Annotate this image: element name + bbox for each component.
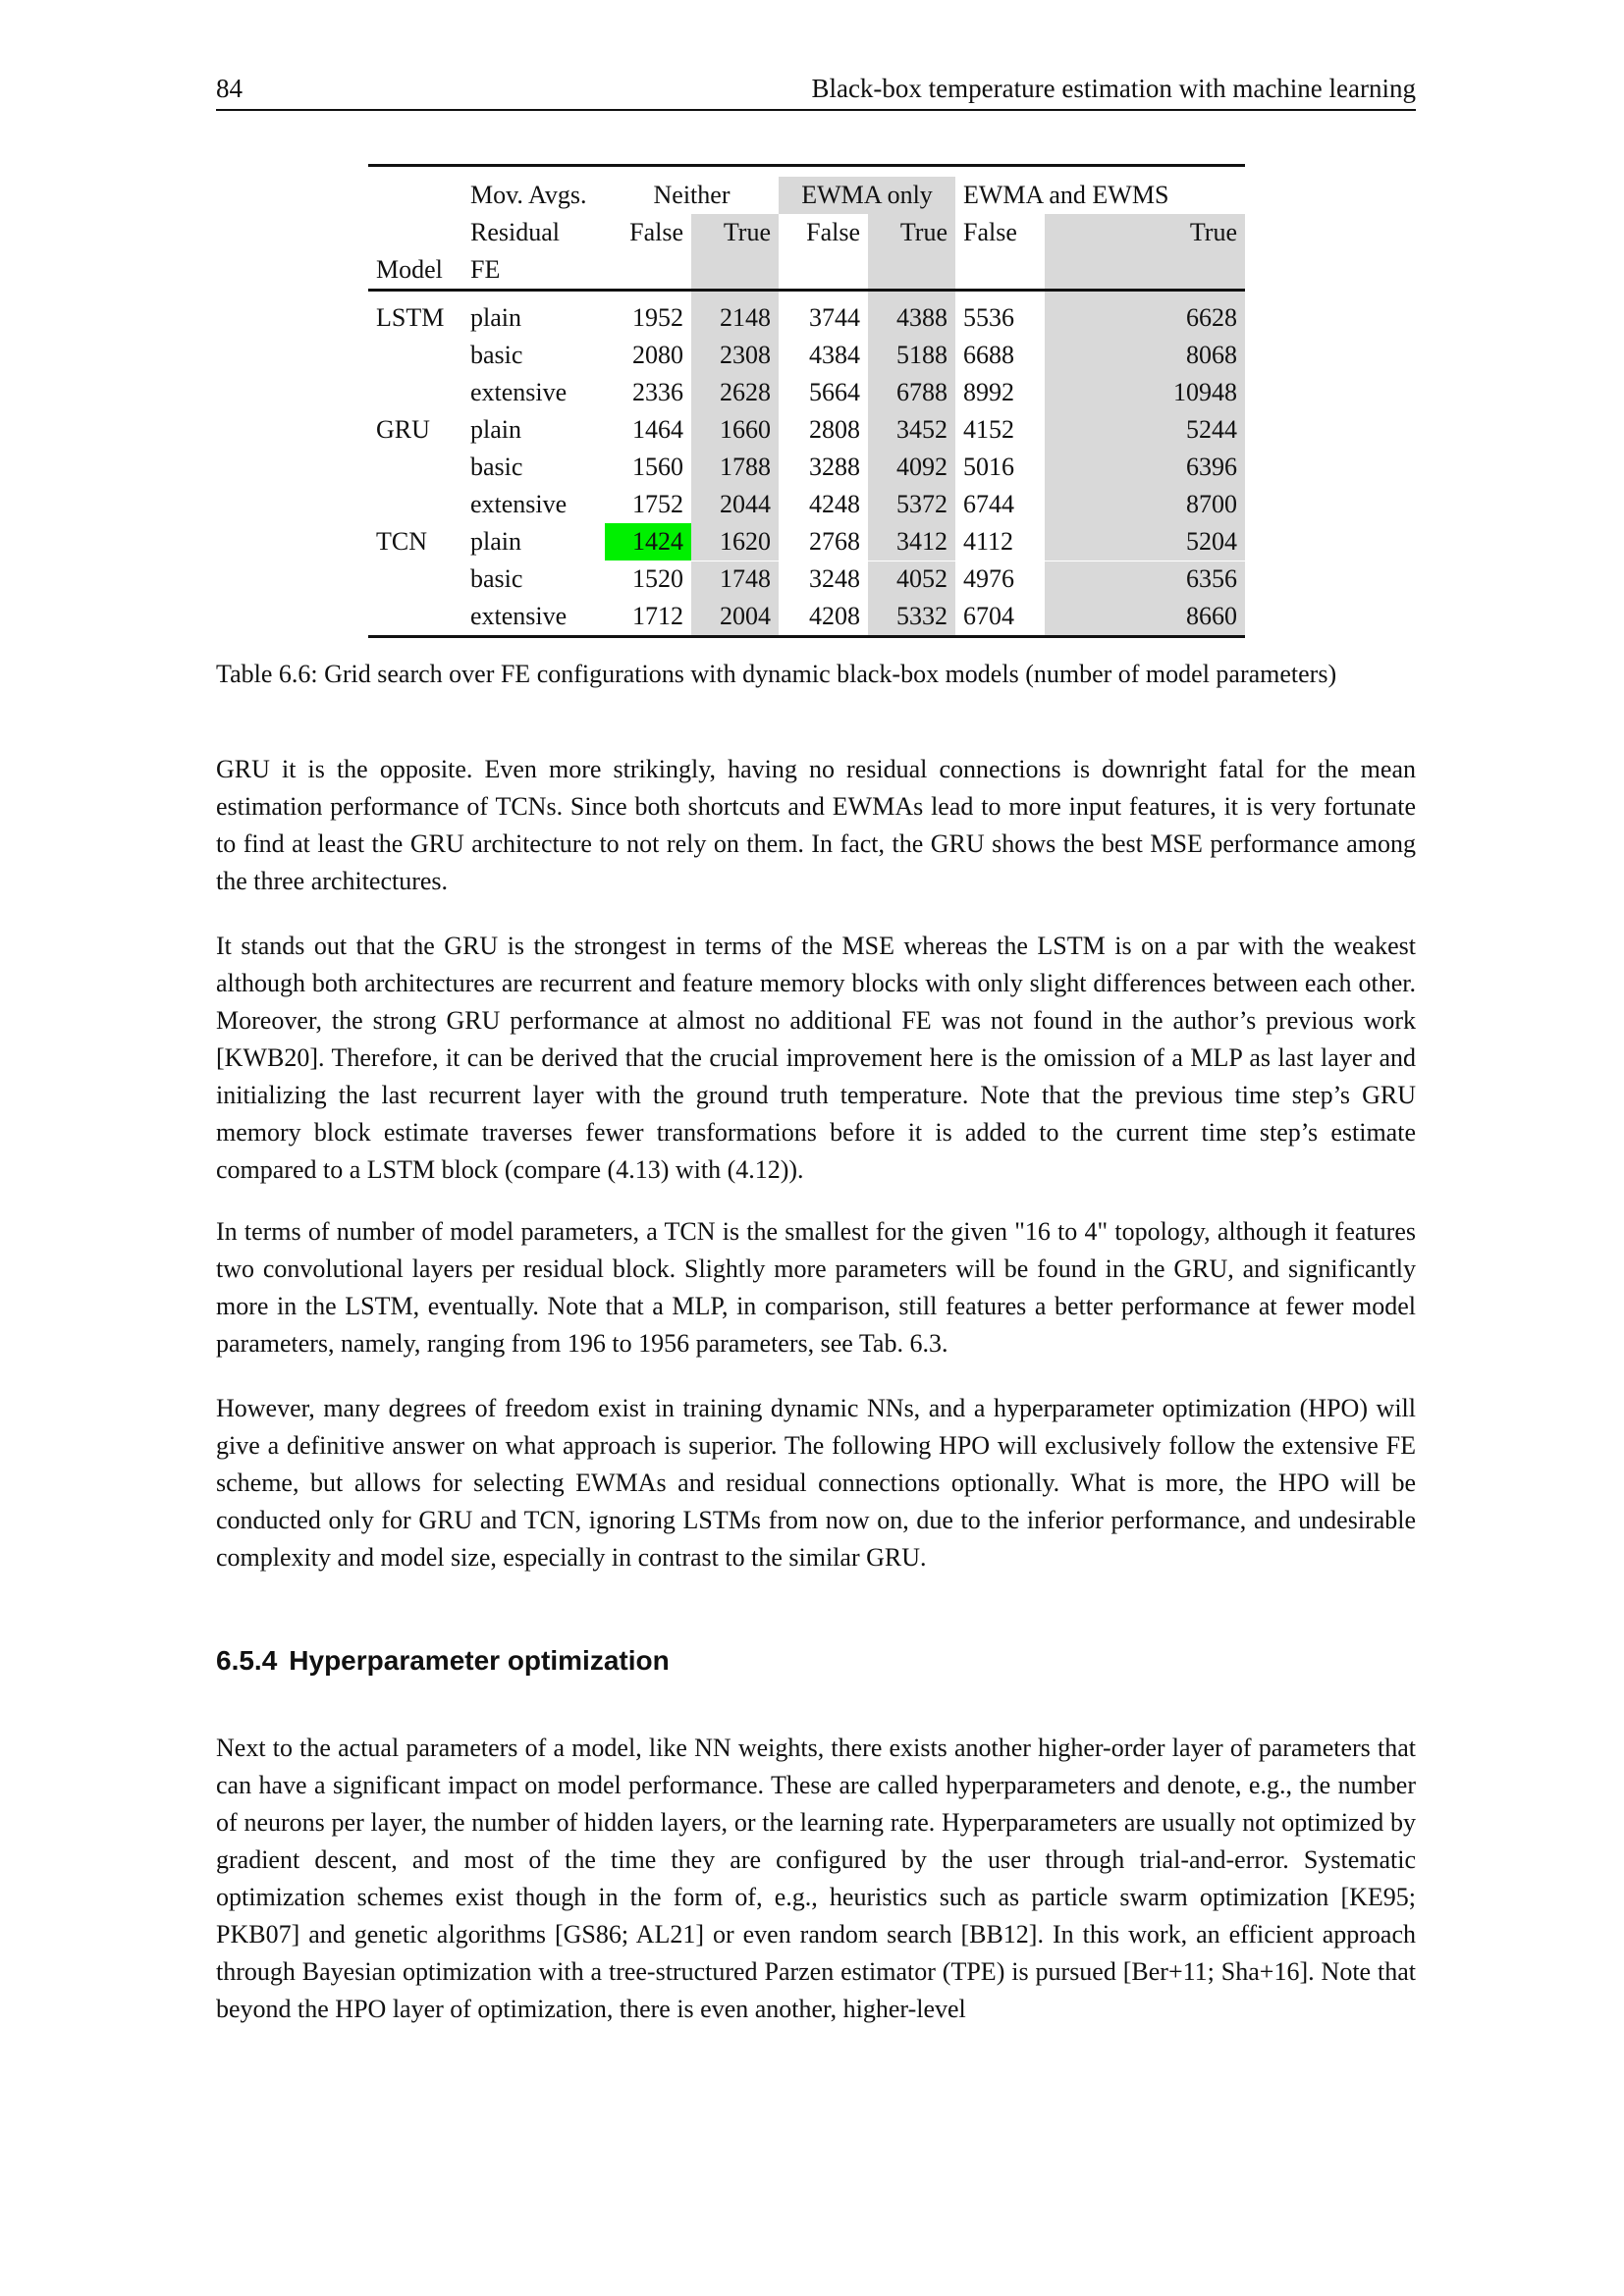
cell-fe: plain [470,527,521,556]
table-row [368,523,1245,561]
cell-value: 2808 [809,415,860,444]
cell-value: 8660 [1045,598,1245,637]
cell-value: 6628 [1045,299,1245,337]
cell-model: TCN [376,527,427,556]
cell-value: 8068 [1045,337,1245,374]
table-bottom-rule [368,637,1245,640]
cell-value: 6744 [963,490,1014,518]
cell-value: 3412 [868,523,955,561]
cell-value: 2768 [809,527,860,556]
page-number: 84 [216,74,243,103]
cell-value: 4384 [809,341,860,369]
cell-fe: extensive [470,378,568,406]
cell-value: 1788 [691,449,779,486]
cell-fe: basic [470,341,523,369]
cell-model: GRU [376,415,430,444]
cell-value: 5188 [868,337,955,374]
cell-value: 4976 [963,564,1014,593]
cell-value: 8992 [963,378,1014,406]
cell-value: 4112 [963,527,1014,556]
cell-value: 5536 [963,303,1014,332]
cell-value: 4092 [868,449,955,486]
cell-value: 1464 [632,415,683,444]
table-caption: Table 6.6: Grid search over FE configurations with dynamic black-box models (number of model parameters) [216,660,1337,688]
cell-value: 2336 [632,378,683,406]
table-row [368,374,1245,411]
cell-value: 1748 [691,561,779,598]
cell-value: 4248 [809,490,860,518]
table-header-row-mov-avgs [368,177,1245,214]
cell-value: 1560 [632,453,683,481]
cell-value: 1424 [605,523,691,561]
cell-value: 5372 [868,486,955,523]
cell-value: 4208 [809,602,860,630]
cell-model: LSTM [376,303,445,332]
cell-model [368,486,462,523]
section-number: 6.5.4 [216,1645,278,1676]
table-row [368,337,1245,374]
cell-value: 2044 [691,486,779,523]
cell-model [368,561,462,598]
cell-value: 1952 [632,303,683,332]
cell-value: 5204 [1045,523,1245,561]
cell-value: 1660 [691,411,779,449]
cell-fe: basic [470,453,523,481]
cell-value: 2080 [632,341,683,369]
cell-value: 2148 [691,299,779,337]
cell-model [368,374,462,411]
cell-value: 6704 [963,602,1014,630]
cell-value: 6688 [963,341,1014,369]
table-mid-rule [368,291,1245,300]
table-row [368,598,1245,637]
cell-value: 3248 [809,564,860,593]
cell-value: 3288 [809,453,860,481]
table-header-row-model [368,251,1245,291]
header-col-ewms-true: True [1045,214,1245,251]
results-table [368,164,1245,639]
chapter-title: Black-box temperature estimation with machine learning [811,74,1416,103]
table-header-row-residual [368,214,1245,251]
cell-value: 3452 [868,411,955,449]
cell-value: 5332 [868,598,955,637]
cell-model [368,449,462,486]
cell-value: 4388 [868,299,955,337]
cell-fe: plain [470,415,521,444]
header-col-ewma-false: False [806,218,860,246]
cell-value: 3744 [809,303,860,332]
cell-value: 4152 [963,415,1014,444]
header-group-ewma-ewms: EWMA and EWMS [963,181,1169,209]
paragraph-2: It stands out that the GRU is the strongest in terms of the MSE whereas the LSTM is on a par with the weakest although both architectures are recurrent and feature memory blocks with only slight differences between each other. Moreover, the strong GRU performance at almost no additional FE was not found in the author’s previous work [KWB20]. Therefore, it can be derived that the crucial improvement here is the omission of a MLP as last layer and initializing the last recurrent layer with the ground truth temperature. Note that the previous time step’s GRU memory block estimate traverses fewer transformations before it is added to the current time step’s estimate compared to a LSTM block (compare (4.13) with (4.12)). [216,932,1416,1184]
cell-fe: extensive [470,602,568,630]
table-row [368,561,1245,598]
header-residual: Residual [470,218,560,246]
header-model: Model [376,255,443,284]
cell-value: 4052 [868,561,955,598]
cell-model [368,598,462,637]
paragraph-1: GRU it is the opposite. Even more strikingly, having no residual connections is downright fatal for the mean estimation performance of TCNs. Since both shortcuts and EWMAs lead to more input features, it is very fortunate to find at least the GRU architecture to not rely on them. In fact, the GRU shows the best MSE performance among the three architectures. [216,755,1416,895]
cell-value: 1620 [691,523,779,561]
cell-value: 5016 [963,453,1014,481]
section-paragraph-1: Next to the actual parameters of a model, like NN weights, there exists another higher-order layer of parameters that can have a significant impact on model performance. These are called hyperparameters and denote, e.g., the number of neurons per layer, the number of hidden layers, or the learning rate. Hyperparameters are usually not optimized by gradient descent, and most of the time they are configured by the user through trial-and-error. Systematic optimization schemes exist though in the form of, e.g., heuristics such as particle swarm optimization [KE95; PKB07] and genetic algorithms [GS86; AL21] or even random search [BB12]. In this work, an efficient approach through Bayesian optimization with a tree-structured Parzen estimator (TPE) is pursued [Ber+11; Sha+16]. Note that beyond the HPO layer of optimization, there is even another, higher-level [216,1734,1416,2023]
paragraph-4: However, many degrees of freedom exist in training dynamic NNs, and a hyperparameter optimization (HPO) will give a definitive answer on what approach is superior. The following HPO will exclusively follow the extensive FE scheme, but allows for selecting EWMAs and residual connections optionally. What is more, the HPO will be conducted only for GRU and TCN, ignoring LSTMs from now on, due to the inferior performance, and undesirable complexity and model size, especially in contrast to the similar GRU. [216,1394,1416,1572]
header-col-ewma-true: True [868,214,955,251]
cell-value: 10948 [1045,374,1245,411]
paragraph-3: In terms of number of model parameters, a TCN is the smallest for the given "16 to 4" topology, although it features two convolutional layers per residual block. Slightly more parameters will be found in the GRU, and significantly more in the LSTM, eventually. Note that a MLP, in comparison, still features a better performance at fewer model parameters, namely, ranging from 196 to 1956 parameters, see Tab. 6.3. [216,1217,1416,1358]
cell-value: 8700 [1045,486,1245,523]
cell-value: 1520 [632,564,683,593]
header-fe: FE [470,255,501,284]
header-col-ewms-false: False [963,218,1017,246]
table-row [368,449,1245,486]
cell-model [368,337,462,374]
cell-value: 2004 [691,598,779,637]
table-row [368,411,1245,449]
cell-fe: plain [470,303,521,332]
cell-value: 6356 [1045,561,1245,598]
section-heading [216,1641,670,1681]
header-col-neither-false: False [629,218,683,246]
cell-value: 6396 [1045,449,1245,486]
cell-value: 1752 [632,490,683,518]
cell-value: 6788 [868,374,955,411]
cell-value: 5244 [1045,411,1245,449]
cell-fe: extensive [470,490,568,518]
header-mov-avgs: Mov. Avgs. [470,181,587,209]
cell-fe: basic [470,564,523,593]
header-group-neither: Neither [653,181,731,209]
running-header [216,69,1416,111]
header-col-neither-true: True [691,214,779,251]
header-group-ewma-only: EWMA only [779,177,955,214]
cell-value: 2628 [691,374,779,411]
table-row [368,486,1245,523]
table-top-rule [368,166,1245,178]
cell-value: 5664 [809,378,860,406]
section-title: Hyperparameter optimization [289,1645,670,1676]
cell-value: 1712 [632,602,683,630]
table-row [368,299,1245,337]
cell-value: 2308 [691,337,779,374]
